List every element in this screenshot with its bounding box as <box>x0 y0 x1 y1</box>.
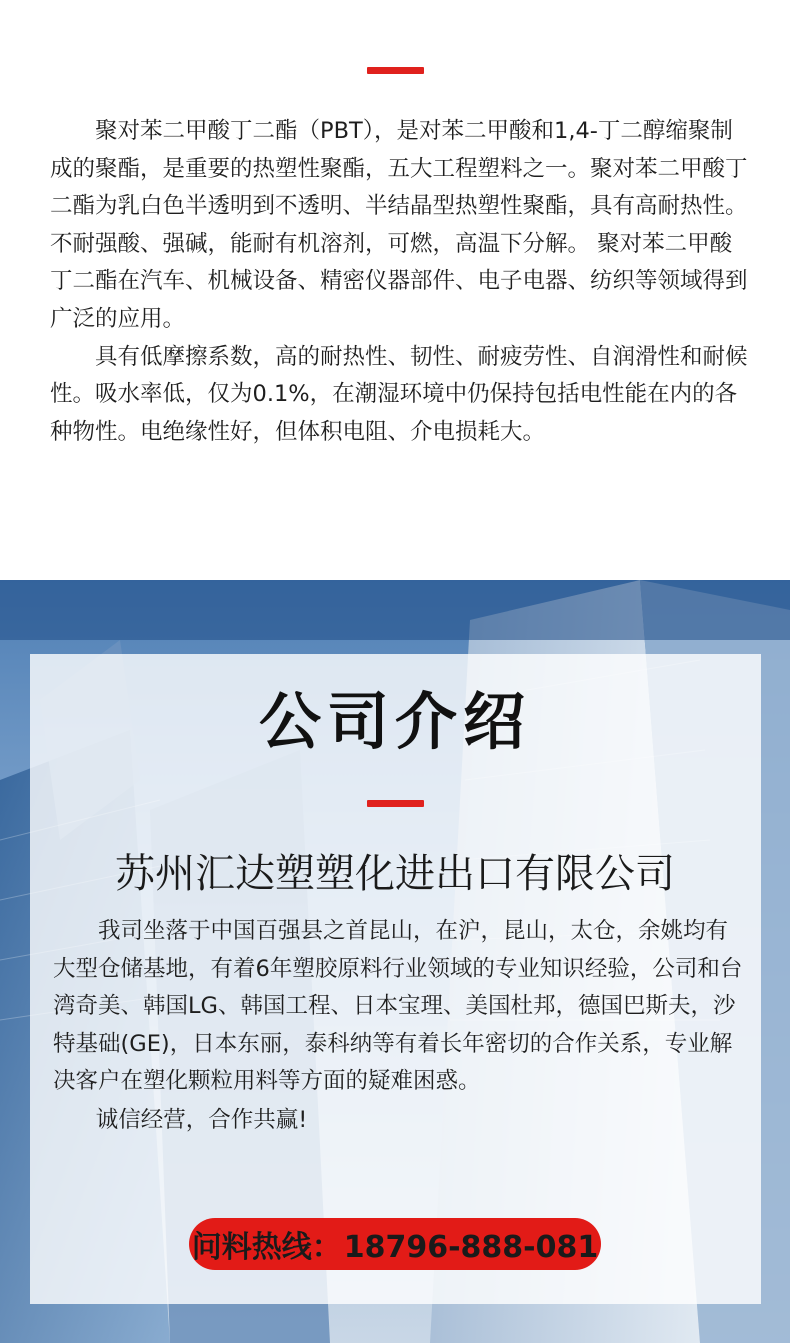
company-slogan: 诚信经营，合作共赢! <box>95 1106 308 1133</box>
product-description <box>50 113 750 451</box>
company-name: 苏州汇达塑塑化进出口有限公司 <box>115 851 675 897</box>
product-paragraph: 具有低摩擦系数，高的耐热性、韧性、耐疲劳性、自润滑性和耐候性。吸水率低，仅为0.1%，在潮湿环境中仍保持包括电性能在内的各种物性。电绝缘性好，但体积电阻、介电损耗大。 <box>50 343 748 445</box>
hotline-label: 问料热线： <box>191 1230 342 1265</box>
title-accent-bar <box>367 67 424 74</box>
section-title: 公司介绍 <box>258 685 531 758</box>
company-paragraph: 我司坐落于中国百强县之首昆山，在沪，昆山，太仓，余姚均有大型仓储基地，有着6年塑胶原料行业领域的专业知识经验，公司和台湾奇美、韩国LG、韩国工程、日本宝理、美国杜邦，德国巴斯夫，沙特基础(GE)，日本东丽，泰科纳等有着长年密切的合作关系，专业解决客户在塑化颗粒用料等方面的疑难困惑。 <box>53 918 743 1094</box>
title-accent-bar <box>367 800 424 807</box>
company-description <box>53 913 743 1139</box>
company-intro-section <box>0 580 790 1343</box>
cropped-section-title <box>240 0 550 10</box>
product-paragraph: 聚对苯二甲酸丁二酯（PBT），是对苯二甲酸和1,4-丁二醇缩聚制成的聚酯，是重要的热塑性聚酯，五大工程塑料之一。聚对苯二甲酸丁二酯为乳白色半透明到不透明、半结晶型热塑性聚酯，具有高耐热性。不耐强酸、强碱，能耐有机溶剂，可燃，高温下分解。 聚对苯二甲酸丁二酯在汽车、机械设备、精密仪器部件、电子电器、纺织等领域得到广泛的应用。 <box>50 118 748 332</box>
hotline-button[interactable] <box>189 1218 601 1270</box>
product-description-section <box>0 0 790 580</box>
hotline-text <box>192 1222 599 1266</box>
hotline-number: 18796-888-081 <box>343 1230 599 1265</box>
